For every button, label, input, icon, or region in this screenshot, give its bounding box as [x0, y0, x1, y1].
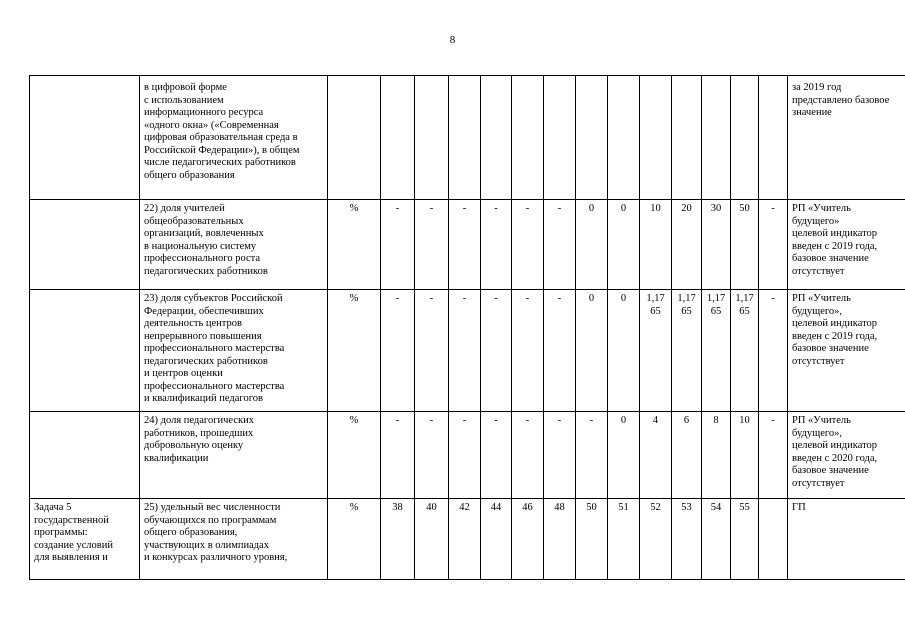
value-text: 1,17 65 [735, 293, 754, 317]
indicators-table [29, 75, 905, 580]
value-text: 0 [588, 203, 595, 214]
value-cell [544, 200, 576, 290]
value-cell [640, 290, 672, 412]
value-cell [576, 499, 608, 580]
unit-cell: % [328, 290, 381, 412]
table-row [30, 200, 905, 290]
unit-cell: % [328, 200, 381, 290]
value-cell [759, 499, 788, 580]
value-text: 0 [620, 203, 627, 214]
value-cell [759, 290, 788, 412]
value-text: 1,17 65 [646, 293, 665, 317]
value-text: 42 [459, 502, 470, 513]
value-cell [702, 200, 731, 290]
value-cell [576, 76, 608, 200]
value-text: - [525, 415, 530, 426]
indicator-cell: 23) доля субъектов Российской Федерации, обеспечивших деятельность центров непрерывного повышения профессионального мастерства педагогических работников и центров оценки профессионального мастерства и квалификаций педагогов [140, 290, 328, 412]
value-cell [731, 290, 759, 412]
value-text: - [429, 203, 434, 214]
value-cell [481, 200, 512, 290]
value-text: - [462, 203, 467, 214]
value-cell [512, 200, 544, 290]
value-text: - [525, 293, 530, 304]
value-text: - [771, 293, 775, 304]
value-cell [449, 76, 481, 200]
value-text: - [429, 293, 434, 304]
value-text: - [429, 415, 434, 426]
value-text: 46 [522, 502, 533, 513]
value-text: 20 [681, 203, 692, 214]
value-cell [481, 290, 512, 412]
value-cell [481, 412, 512, 499]
value-text: 1,17 65 [706, 293, 726, 317]
task-cell: Задача 5 государственной программы: создание условий для выявления и [30, 499, 140, 580]
value-text: 1,17 65 [677, 293, 696, 317]
value-cell [759, 76, 788, 200]
value-cell [702, 499, 731, 580]
value-text: - [395, 415, 400, 426]
page-number: 8 [449, 34, 456, 46]
value-cell [640, 200, 672, 290]
value-text: - [494, 203, 498, 214]
value-cell [608, 200, 640, 290]
value-text: 4 [652, 415, 659, 426]
task-cell [30, 76, 140, 200]
value-cell [449, 499, 481, 580]
value-text: 10 [739, 415, 750, 426]
value-text: - [395, 293, 400, 304]
value-text: 6 [683, 415, 690, 426]
value-text: - [395, 203, 400, 214]
value-text: 55 [739, 502, 750, 513]
value-cell [672, 76, 702, 200]
value-text: 53 [681, 502, 692, 513]
value-cell [759, 200, 788, 290]
table-row [30, 499, 905, 580]
value-text: - [462, 415, 467, 426]
value-cell [415, 76, 449, 200]
value-cell [576, 200, 608, 290]
value-cell [608, 76, 640, 200]
indicator-cell: 22) доля учителей общеобразовательных организаций, вовлеченных в национальную систему профессионального роста педагогических работников [140, 200, 328, 290]
value-cell [544, 290, 576, 412]
value-text: - [557, 203, 562, 214]
note-cell: за 2019 год представлено базовое значение [788, 76, 905, 200]
value-cell [759, 412, 788, 499]
value-cell [381, 290, 415, 412]
value-cell [731, 200, 759, 290]
value-text: - [494, 415, 498, 426]
unit-cell: % [328, 412, 381, 499]
value-text: - [557, 293, 562, 304]
value-text: - [771, 203, 775, 214]
task-cell [30, 290, 140, 412]
value-cell [544, 76, 576, 200]
value-text: 0 [620, 415, 627, 426]
value-cell [512, 290, 544, 412]
value-cell [381, 200, 415, 290]
value-text: 50 [739, 203, 750, 214]
value-cell [381, 412, 415, 499]
value-text: 54 [710, 502, 722, 513]
value-cell [702, 76, 731, 200]
value-cell [415, 412, 449, 499]
value-cell [608, 412, 640, 499]
value-text: 52 [650, 502, 661, 513]
value-text: 48 [554, 502, 565, 513]
value-cell [702, 290, 731, 412]
value-cell [381, 76, 415, 200]
value-cell [512, 499, 544, 580]
indicator-cell: 25) удельный вес численности обучающихся по программам общего образования, участвующих в олимпиадах и конкурсах различного уровня, [140, 499, 328, 580]
value-cell [415, 200, 449, 290]
value-cell [381, 499, 415, 580]
value-text: - [462, 293, 467, 304]
value-text: 51 [618, 502, 629, 513]
value-cell [672, 499, 702, 580]
note-cell: РП «Учитель будущего», целевой индикатор введен с 2019 года, базовое значение отсутствует [788, 290, 905, 412]
value-text: - [494, 293, 498, 304]
value-text: 50 [586, 502, 597, 513]
value-text: 8 [713, 415, 719, 426]
value-cell [672, 412, 702, 499]
note-cell: РП «Учитель будущего» целевой индикатор введен с 2019 года, базовое значение отсутствует [788, 200, 905, 290]
value-text: - [771, 415, 775, 426]
value-cell [449, 290, 481, 412]
note-cell: РП «Учитель будущего», целевой индикатор введен с 2020 года, базовое значение отсутствует [788, 412, 905, 499]
value-text: - [557, 415, 562, 426]
value-cell [481, 499, 512, 580]
value-cell [576, 412, 608, 499]
value-text: 44 [490, 502, 502, 513]
indicator-cell: 24) доля педагогических работников, прошедших добровольную оценку квалификации [140, 412, 328, 499]
value-cell [544, 499, 576, 580]
value-cell [481, 76, 512, 200]
value-cell [640, 499, 672, 580]
value-cell [415, 290, 449, 412]
value-cell [449, 412, 481, 499]
value-text: 38 [392, 502, 403, 513]
value-cell [640, 412, 672, 499]
value-cell [702, 412, 731, 499]
value-text: - [589, 415, 594, 426]
table-row [30, 290, 905, 412]
value-text: 0 [620, 293, 627, 304]
value-cell [731, 499, 759, 580]
unit-cell: % [328, 499, 381, 580]
value-cell [672, 290, 702, 412]
table-row [30, 412, 905, 499]
value-cell [640, 76, 672, 200]
value-cell [608, 499, 640, 580]
value-cell [672, 200, 702, 290]
value-cell [731, 412, 759, 499]
value-cell [415, 499, 449, 580]
table-row [30, 76, 905, 200]
value-cell [731, 76, 759, 200]
value-cell [512, 412, 544, 499]
value-text: 30 [710, 203, 722, 214]
value-cell [544, 412, 576, 499]
value-cell [608, 290, 640, 412]
value-text: 40 [426, 502, 437, 513]
unit-cell [328, 76, 381, 200]
note-cell: ГП [788, 499, 905, 580]
value-cell [512, 76, 544, 200]
value-cell [449, 200, 481, 290]
indicator-cell: в цифровой форме с использованием информационного ресурса «одного окна» («Современная цифровая образовательная среда в Российской Федерации»), в общем числе педагогических работников общего образования [140, 76, 328, 200]
value-cell [576, 290, 608, 412]
task-cell [30, 412, 140, 499]
value-text: 0 [588, 293, 595, 304]
value-text: - [525, 203, 530, 214]
value-text: 10 [650, 203, 661, 214]
task-cell [30, 200, 140, 290]
